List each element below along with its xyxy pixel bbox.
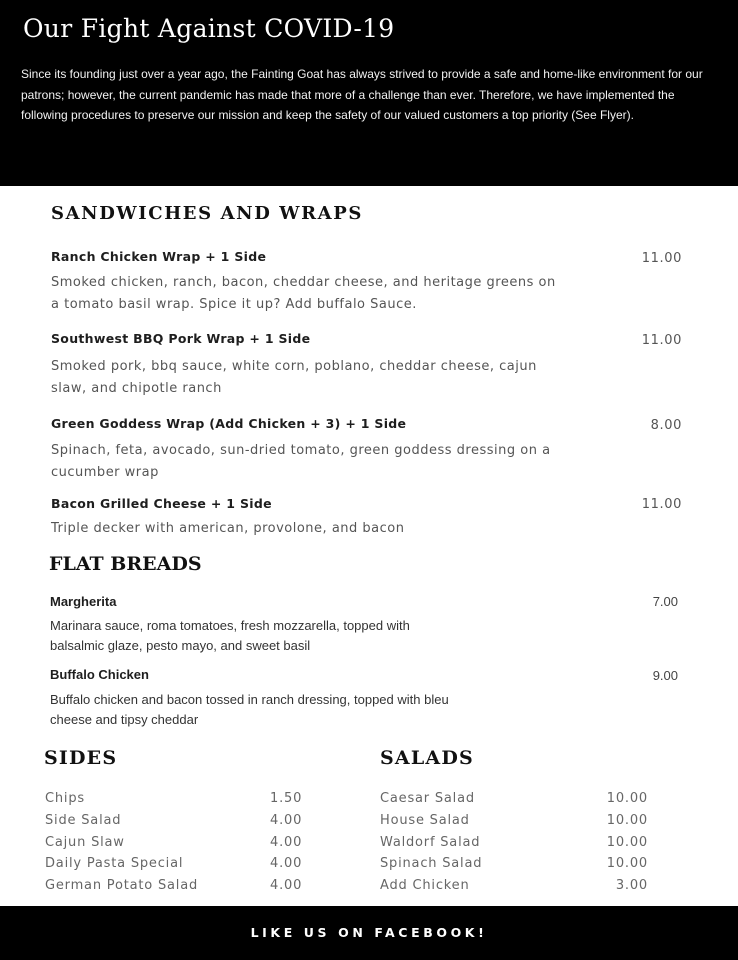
item-name: German Potato Salad xyxy=(45,878,199,894)
item-name: Caesar Salad xyxy=(380,791,475,806)
list-item xyxy=(45,813,305,835)
item-price: 4.00 xyxy=(270,834,303,850)
item-name: Side Salad xyxy=(45,812,122,828)
menu-item-description: Marinara sauce, roma tomatoes, fresh mozzarella, topped with balsalmic glaze, pesto mayo, and sweet basil xyxy=(50,618,410,653)
item-price: 4.00 xyxy=(270,812,303,828)
item-price: 10.00 xyxy=(606,834,648,850)
banner-title: Our Fight Against COVID-19 xyxy=(23,14,395,43)
menu-item-name: Green Goddess Wrap (Add Chicken + 3) + 1 Side xyxy=(51,416,407,431)
section-heading-sides: SIDES xyxy=(44,747,118,769)
item-name: Chips xyxy=(45,791,85,806)
footer-bar xyxy=(0,906,738,960)
menu-item-price: 7.00 xyxy=(652,594,678,609)
list-item xyxy=(380,878,650,900)
menu-item-description: Buffalo chicken and bacon tossed in ranch dressing, topped with bleu cheese and tipsy cheddar xyxy=(50,692,449,727)
section-heading-flatbreads: FLAT BREADS xyxy=(49,553,202,575)
menu-item-price: 11.00 xyxy=(641,251,682,266)
menu-item-description: Smoked pork, bbq sauce, white corn, poblano, cheddar cheese, cajun slaw, and chipotle ranch xyxy=(51,359,537,396)
list-item xyxy=(45,878,305,900)
item-price: 1.50 xyxy=(270,791,303,806)
list-item xyxy=(45,835,305,857)
list-item xyxy=(380,835,650,857)
menu-item-price: 11.00 xyxy=(641,497,682,512)
item-price: 10.00 xyxy=(606,856,648,872)
menu-item-name: Ranch Chicken Wrap + 1 Side xyxy=(51,249,267,264)
item-price: 10.00 xyxy=(606,791,648,806)
menu-item-price: 8.00 xyxy=(650,418,682,433)
list-item xyxy=(380,856,650,878)
item-price: 10.00 xyxy=(606,812,648,828)
menu-item-description: Smoked chicken, ranch, bacon, cheddar cheese, and heritage greens on a tomato basil wrap. Spice it up? Add buffalo Sauce. xyxy=(51,275,556,312)
list-item xyxy=(380,813,650,835)
list-item xyxy=(45,791,305,813)
menu-item-name: Southwest BBQ Pork Wrap + 1 Side xyxy=(51,331,311,346)
item-price: 3.00 xyxy=(615,878,648,894)
menu-item-name: Margherita xyxy=(50,594,117,609)
menu-item-name: Buffalo Chicken xyxy=(50,667,149,682)
item-name: Waldorf Salad xyxy=(380,834,481,850)
salads-list xyxy=(380,791,650,900)
item-name: Cajun Slaw xyxy=(45,834,125,850)
item-price: 4.00 xyxy=(270,878,303,894)
sides-list xyxy=(45,791,305,900)
section-heading-sandwiches: SANDWICHES AND WRAPS xyxy=(51,203,363,224)
section-heading-salads: SALADS xyxy=(380,747,474,769)
item-name: House Salad xyxy=(380,812,470,828)
menu-item-name: Bacon Grilled Cheese + 1 Side xyxy=(51,496,272,511)
menu-item-price: 9.00 xyxy=(652,668,678,683)
item-price: 4.00 xyxy=(270,856,303,872)
facebook-link[interactable]: LIKE US ON FACEBOOK! xyxy=(250,925,488,940)
item-name: Spinach Salad xyxy=(380,856,483,872)
menu-item-description: Triple decker with american, provolone, and bacon xyxy=(51,521,405,536)
covid-banner xyxy=(0,0,738,186)
banner-text: Since its founding just over a year ago, the Fainting Goat has always strived to provide a safe and home-like environment for our patrons; however, the current pandemic has made that more of a challenge than ever. Therefore, we have implemented the following procedures to preserve our mission and keep the safety of our valued customers a top priority (See Flyer). xyxy=(21,67,703,122)
item-name: Add Chicken xyxy=(380,878,470,894)
list-item xyxy=(380,791,650,813)
item-name: Daily Pasta Special xyxy=(45,856,184,872)
menu-item-description: Spinach, feta, avocado, sun-dried tomato, green goddess dressing on a cucumber wrap xyxy=(51,443,551,480)
menu-item-price: 11.00 xyxy=(641,333,682,348)
list-item xyxy=(45,856,305,878)
